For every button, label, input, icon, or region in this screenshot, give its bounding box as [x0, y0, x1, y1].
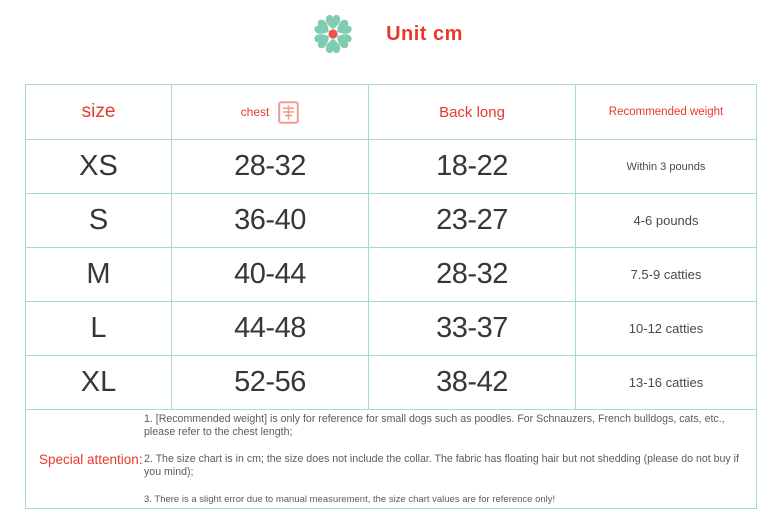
weight-value: 4-6 pounds — [576, 194, 757, 248]
chest-circumference-stamp-icon — [278, 101, 299, 124]
col-header-size-label: size — [81, 101, 116, 122]
col-header-recommended-weight-label: Recommended weight — [608, 106, 724, 118]
back-long-value: 33-37 — [369, 302, 576, 356]
special-attention-label: Special attention: — [39, 451, 143, 467]
chest-value: 28-32 — [172, 140, 369, 194]
back-long-value: 28-32 — [369, 248, 576, 302]
notes-list — [144, 410, 756, 508]
notes-row — [26, 410, 757, 509]
col-header-back-long-label: Back long — [439, 103, 505, 121]
weight-value: 7.5-9 catties — [576, 248, 757, 302]
back-long-value: 18-22 — [369, 140, 576, 194]
col-header-size — [26, 85, 172, 140]
page-title: Unit cm — [386, 22, 463, 45]
table-header-row — [26, 85, 757, 140]
size-value: XS — [26, 140, 172, 194]
size-value: L — [26, 302, 172, 356]
table-row — [26, 302, 757, 356]
notes-cell — [26, 410, 757, 509]
chest-value: 52-56 — [172, 356, 369, 410]
col-header-chest-label: chest — [240, 105, 270, 119]
table-row — [26, 140, 757, 194]
back-long-value: 23-27 — [369, 194, 576, 248]
col-header-chest — [172, 85, 369, 140]
note-item: 3. There is a slight error due to manual measurement, the size chart values are for reference only! — [144, 493, 556, 505]
weight-value: 13-16 catties — [576, 356, 757, 410]
weight-value: Within 3 pounds — [576, 140, 757, 194]
size-table — [25, 84, 757, 509]
chest-value: 44-48 — [172, 302, 369, 356]
size-value: M — [26, 248, 172, 302]
size-value: XL — [26, 356, 172, 410]
table-row — [26, 356, 757, 410]
table-row — [26, 248, 757, 302]
weight-value: 10-12 catties — [576, 302, 757, 356]
size-value: S — [26, 194, 172, 248]
chest-value: 40-44 — [172, 248, 369, 302]
note-item: 1. [Recommended weight] is only for reference for small dogs such as poodles. For Schnauzers, French bulldogs, cats, etc., please refer to the chest length; — [144, 412, 725, 438]
page-header — [0, 0, 773, 60]
col-header-recommended-weight — [576, 85, 757, 140]
note-item: 2. The size chart is in cm; the size does not include the collar. The fabric has floating hair but not shedding (please do not buy if you mind); — [144, 453, 739, 479]
chest-value: 36-40 — [172, 194, 369, 248]
col-header-back-long — [369, 85, 576, 140]
table-row — [26, 194, 757, 248]
flower-icon — [310, 11, 356, 57]
back-long-value: 38-42 — [369, 356, 576, 410]
